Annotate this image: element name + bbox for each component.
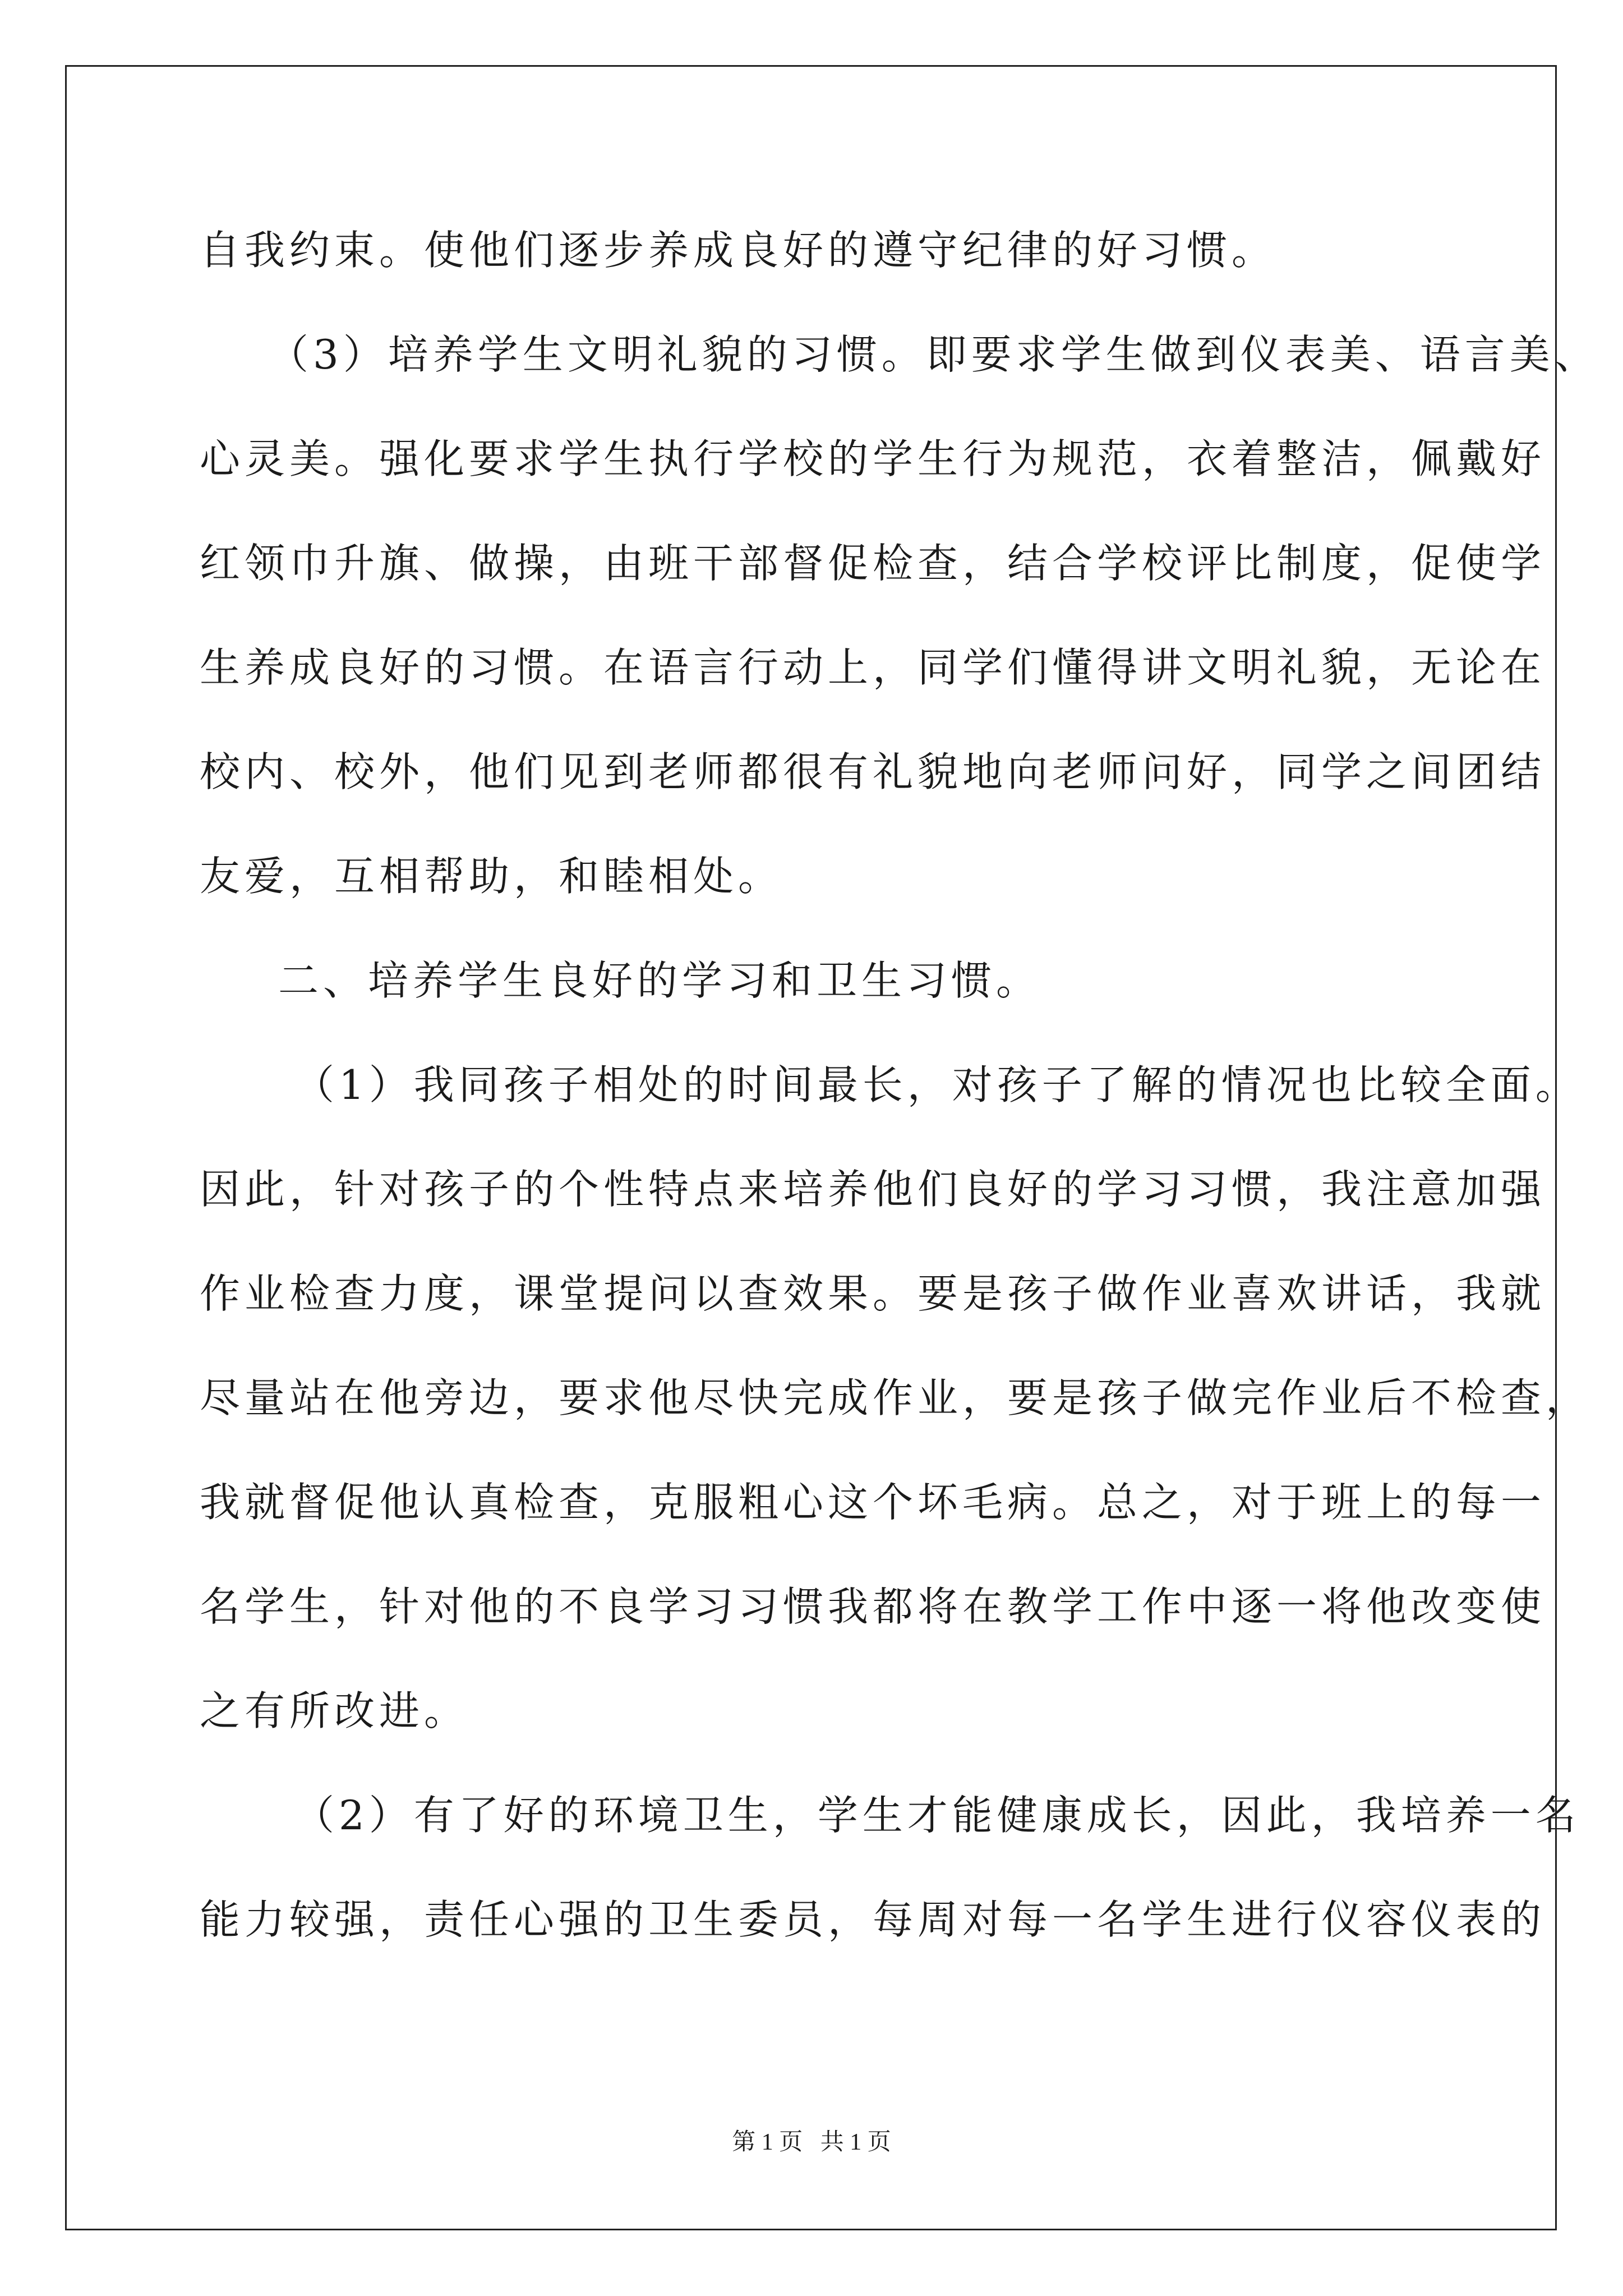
section-heading: 二、培养学生良好的学习和卫生习惯。 [278, 957, 1041, 1004]
body-line: 尽量站在他旁边，要求他尽快完成作业，要是孩子做完作业后不检查， [200, 1374, 1591, 1421]
body-line: 红领巾升旗、做操，由班干部督促检查，结合学校评比制度，促使学 [200, 540, 1546, 587]
body-line: 校内、校外，他们见到老师都很有礼貌地向老师问好，同学之间团结 [200, 748, 1546, 795]
body-line: 我就督促他认真检查，克服粗心这个坏毛病。总之，对于班上的每一 [200, 1479, 1546, 1526]
body-line: 自我约束。使他们逐步养成良好的遵守纪律的好习惯。 [200, 227, 1277, 274]
body-line: 生养成良好的习惯。在语言行动上，同学们懂得讲文明礼貌，无论在 [200, 644, 1546, 691]
body-line: （2）有了好的环境卫生，学生才能健康成长，因此，我培养一名 [294, 1792, 1580, 1839]
body-line: 之有所改进。 [200, 1687, 469, 1734]
page-number-footer: 第 1 页 共 1 页 [732, 2129, 891, 2155]
body-line: （3）培养学生文明礼貌的习惯。即要求学生做到仪表美、语言美、 [268, 331, 1599, 378]
body-line: （1）我同孩子相处的时间最长，对孩子了解的情况也比较全面。 [294, 1061, 1580, 1108]
body-line: 心灵美。强化要求学生执行学校的学生行为规范，衣着整洁，佩戴好 [200, 435, 1546, 482]
body-line: 名学生，针对他的不良学习习惯我都将在教学工作中逐一将他改变使 [200, 1583, 1546, 1630]
body-line: 作业检查力度，课堂提问以查效果。要是孩子做作业喜欢讲话，我就 [200, 1270, 1546, 1317]
body-line: 能力较强，责任心强的卫生委员，每周对每一名学生进行仪容仪表的 [200, 1896, 1546, 1943]
body-line: 友爱，互相帮助，和睦相处。 [200, 853, 783, 900]
body-line: 因此，针对孩子的个性特点来培养他们良好的学习习惯，我注意加强 [200, 1166, 1546, 1213]
